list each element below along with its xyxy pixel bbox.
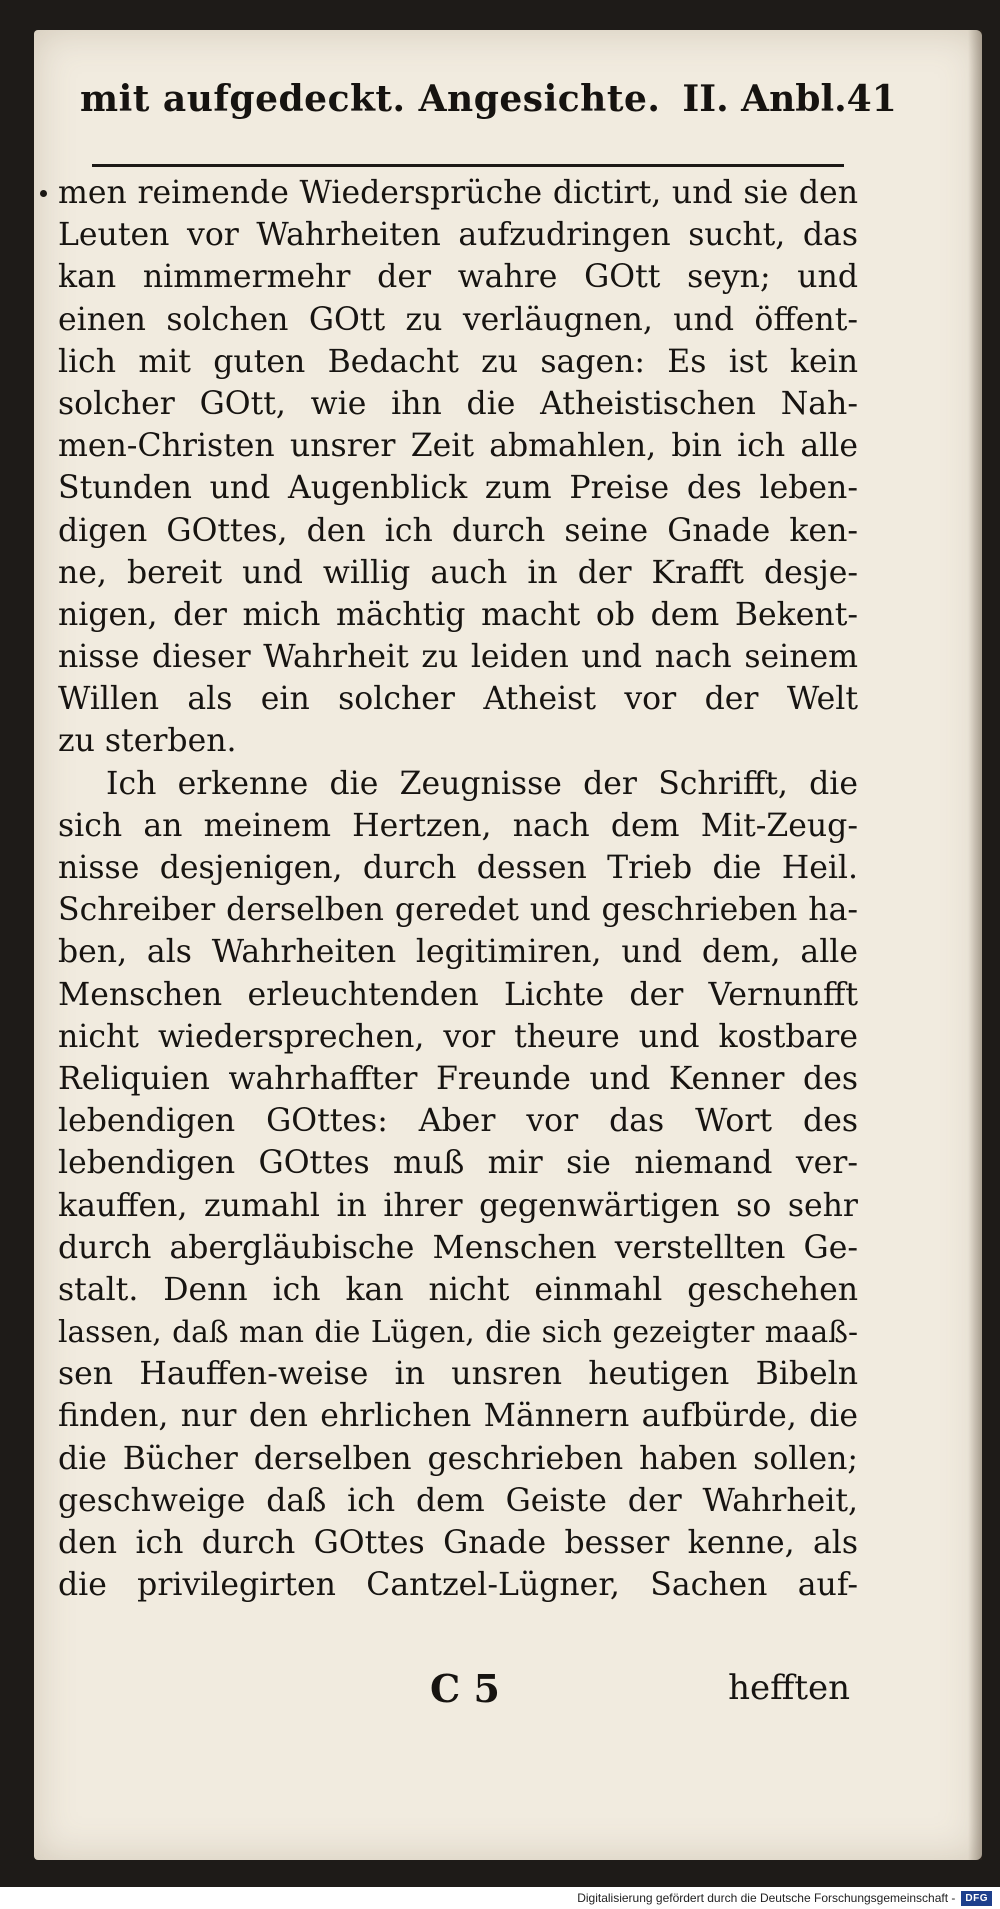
text-line: Reliquien wahrhaffter Freunde und Kenner des xyxy=(58,1060,858,1097)
text-line: lich mit guten Bedacht zu sagen: Es ist kein xyxy=(58,343,858,380)
text-line: Menschen erleuchtenden Lichte der Vernunfft xyxy=(58,976,858,1013)
text-line: Stunden und Augenblick zum Preise des leben- xyxy=(58,470,858,507)
credit-text: Digitalisierung gefördert durch die Deutsche Forschungsgemeinschaft - xyxy=(577,1891,956,1905)
header-rule xyxy=(92,164,844,167)
page-header xyxy=(80,78,897,148)
text-line: sich an meinem Hertzen, nach dem Mit-Zeug- xyxy=(58,807,858,844)
signature-mark: C 5 xyxy=(430,1666,500,1711)
text-line: nisse desjenigen, durch dessen Trieb die Heil. xyxy=(58,850,858,886)
text-line: nigen, der mich mächtig macht ob dem Bekent- xyxy=(58,596,858,633)
text-line: ben, als Wahrheiten legitimiren, und dem, alle xyxy=(58,934,858,971)
text-line: digen GOttes, den ich durch seine Gnade ken- xyxy=(58,512,858,549)
body-text xyxy=(58,172,858,1606)
text-line: zu sterben. xyxy=(58,723,237,760)
digitization-credit-bar xyxy=(0,1887,1000,1909)
running-title: mit aufgedeckt. Angesichte. xyxy=(80,78,661,120)
catchword: hefften xyxy=(728,1668,850,1708)
text-line: ne, bereit und willig auch in der Krafft desje- xyxy=(58,554,858,591)
text-line: einen solchen GOtt zu verläugnen, und öffent- xyxy=(58,301,858,338)
text-line: men-Christen unsrer Zeit abmahlen, bin ich alle xyxy=(58,428,858,465)
text-line: die privilegirten Cantzel-Lügner, Sachen auf- xyxy=(58,1567,858,1604)
text-line: lassen, daß man die Lügen, die sich gezeigter maaß- xyxy=(58,1314,858,1350)
page-number: 41 xyxy=(846,78,897,120)
page-edge-shadow xyxy=(968,30,982,1860)
text-line: nicht wiedersprechen, vor theure und kostbare xyxy=(58,1018,858,1055)
text-line: durch abergläubische Menschen verstellten Ge- xyxy=(58,1229,858,1266)
text-line: men reimende Wiedersprüche dictirt, und sie den xyxy=(58,175,858,211)
dfg-logo: DFG xyxy=(961,1891,992,1906)
text-line: die Bücher derselben geschrieben haben sollen; xyxy=(58,1440,858,1477)
text-line: lebendigen GOttes: Aber vor das Wort des xyxy=(58,1103,858,1140)
text-line: stalt. Denn ich kan nicht einmahl geschehen xyxy=(58,1271,858,1308)
page-footer xyxy=(430,1666,850,1716)
margin-mark xyxy=(40,190,47,197)
text-line: Schreiber derselben geredet und geschrieben ha- xyxy=(58,892,858,929)
text-line: solcher GOtt, wie ihn die Atheistischen Nah- xyxy=(58,385,858,422)
text-line: geschweige daß ich dem Geiste der Wahrheit, xyxy=(58,1482,858,1519)
text-line: Leuten vor Wahrheiten aufzudringen sucht, das xyxy=(58,217,858,254)
text-line: kan nimmermehr der wahre GOtt seyn; und xyxy=(58,259,858,296)
text-line: den ich durch GOttes Gnade besser kenne, als xyxy=(58,1525,858,1561)
text-line: lebendigen GOttes muß mir sie niemand ver- xyxy=(58,1145,858,1182)
chapter-marker: II. Anbl. xyxy=(682,78,847,120)
text-line: kauffen, zumahl in ihrer gegenwärtigen so sehr xyxy=(58,1187,858,1224)
text-line: Willen als ein solcher Atheist vor der Welt xyxy=(58,681,858,718)
text-line: nisse dieser Wahrheit zu leiden und nach seinem xyxy=(58,639,858,676)
text-line: finden, nur den ehrlichen Männern aufbürde, die xyxy=(58,1398,858,1435)
text-line: sen Hauffen-weise in unsren heutigen Bibeln xyxy=(58,1356,858,1393)
paragraph-start-line: Ich erkenne die Zeugnisse der Schrifft, die xyxy=(106,765,858,802)
